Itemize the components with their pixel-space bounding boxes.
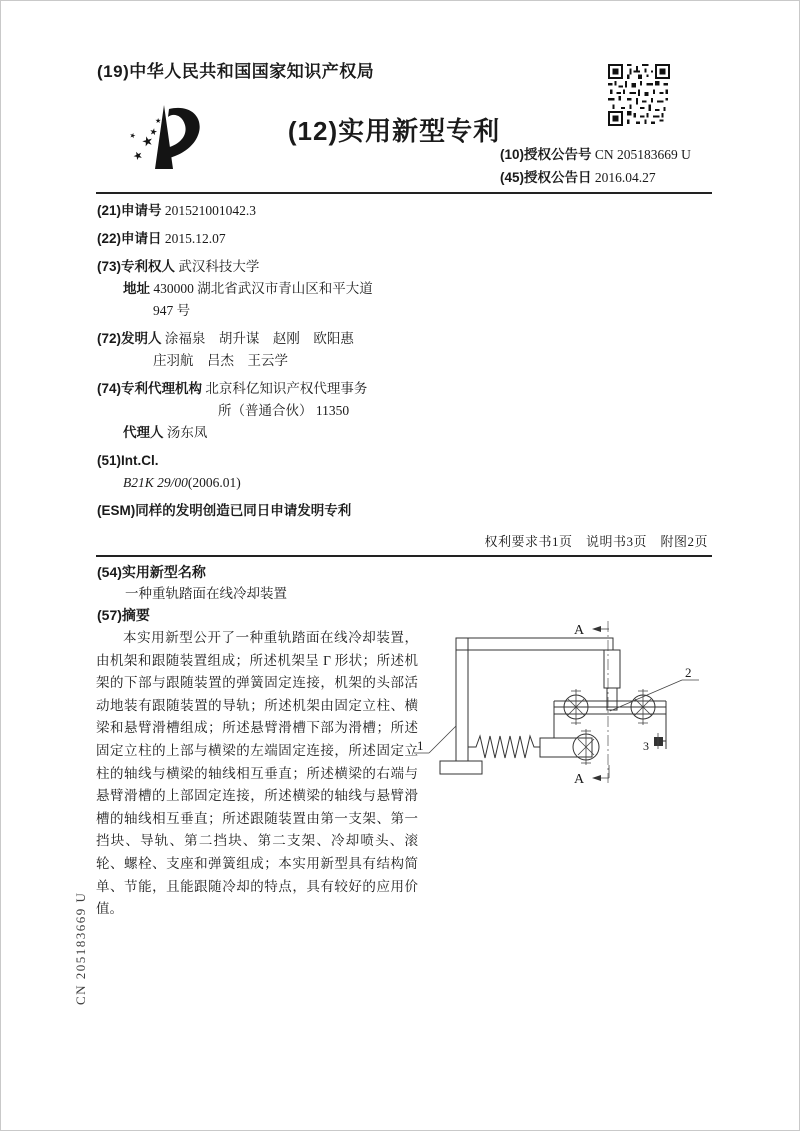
sidebar-doc-id: CN 205183669 U	[73, 891, 88, 1005]
svg-text:★: ★	[139, 132, 156, 150]
intcl-class: B21K 29/00	[123, 475, 188, 490]
nozzle-roller	[573, 729, 599, 765]
patentee-value: 武汉科技大学	[178, 259, 260, 274]
ref-numeral-3: 3	[643, 739, 649, 753]
inventors-block	[97, 328, 437, 372]
intcl-label: (51)Int.Cl.	[97, 453, 159, 468]
inventors-line2: 庄羽航 吕杰 王云学	[153, 353, 288, 368]
svg-text:★: ★	[148, 126, 159, 138]
section-divider	[96, 555, 712, 557]
qr-code-icon	[608, 64, 670, 126]
abstract-section-label-row	[97, 605, 150, 625]
inventors-label: (72)发明人	[97, 331, 162, 346]
address-line1: 430000 湖北省武汉市青山区和平大道	[153, 281, 373, 296]
document-type-title: (12)实用新型专利	[287, 116, 501, 146]
agency-label: (74)专利代理机构	[97, 381, 203, 396]
patentee-block	[97, 256, 437, 322]
publication-number-label: (10)授权公告号	[500, 147, 592, 162]
patent-drawing	[414, 597, 748, 811]
abstract-label: (57)摘要	[97, 607, 150, 623]
svg-text:★: ★	[128, 131, 137, 141]
cantilever-sleeve	[604, 650, 620, 688]
svg-text:★: ★	[131, 148, 146, 164]
application-date-value: 2015.12.07	[164, 231, 226, 246]
svg-text:★: ★	[155, 117, 162, 125]
intcl-block	[97, 450, 437, 494]
title54-label: (54)实用新型名称	[97, 564, 206, 580]
abstract-text: 本实用新型公开了一种重轨踏面在线冷却装置，由机架和跟随装置组成；所述机架呈 Γ 形状；所述机架的下部与跟随装置的弹簧固定连接，机架的头部活动地装有跟随装置的导轨；所述机架由固定立柱、横梁和悬臂滑槽组成；所述悬臂滑槽下部为滑槽；所述固定立柱的上部与横梁的左端固定连接，所述固定立柱的轴线与横梁的轴线相互垂直；所述横梁的右端与悬臂滑槽的上部固定连接，所述横梁的轴线与悬臂滑槽的轴线相互垂直；所述跟随装置由第一支架、第一挡块、导轨、第二挡块、第二支架、冷却喷头、滚轮、螺栓、支座和弹簧组成；本实用新型具有结构简单、节能，且能跟随冷却的特点，具有较好的应用价值。	[96, 630, 418, 917]
spring	[468, 736, 540, 758]
cnipa-logo-icon	[117, 101, 213, 191]
fixed-column	[456, 638, 468, 761]
patent-office-line: (19)中华人民共和国国家知识产权局	[97, 62, 375, 81]
publication-number-row	[500, 143, 691, 166]
title-section	[97, 561, 287, 605]
agency-line2: 所（普通合伙） 11350	[218, 403, 350, 418]
pages-info: 权利要求书1页 说明书3页 附图2页	[484, 534, 708, 549]
bracket-bolt	[654, 737, 663, 746]
esm-row	[97, 500, 437, 522]
inventors-line1: 涂福泉 胡升谋 赵刚 欧阳惠	[164, 331, 354, 346]
address-line2: 947 号	[153, 303, 191, 318]
application-number-value: 201521001042.3	[164, 203, 257, 218]
publication-date-label: (45)授权公告日	[500, 170, 592, 185]
patentee-label: (73)专利权人	[97, 259, 176, 274]
publication-date-row	[500, 166, 691, 189]
esm-note: (ESM)同样的发明创造已同日申请发明专利	[97, 503, 352, 518]
section-arrowhead-bottom	[592, 775, 601, 781]
section-arrowhead-top	[592, 626, 601, 632]
header-divider	[96, 192, 712, 194]
publication-number-value: CN 205183669 U	[594, 147, 691, 162]
bibliographic-section	[97, 200, 437, 528]
agency-block	[97, 378, 437, 444]
publication-date-value: 2016.04.27	[594, 170, 656, 185]
intcl-version: (2006.01)	[187, 475, 241, 490]
application-number-label: (21)申请号	[97, 203, 162, 218]
application-date-row	[97, 228, 437, 250]
cooling-nozzle-cylinder	[540, 738, 592, 757]
invention-title: 一种重轨踏面在线冷却装置	[125, 586, 287, 601]
section-label-bottom: A	[574, 772, 585, 787]
agent-label: 代理人	[123, 425, 164, 440]
section-arrow-bottom	[595, 765, 609, 778]
column-base	[440, 761, 482, 774]
cross-beam	[456, 638, 613, 650]
application-date-label: (22)申请日	[97, 231, 162, 246]
ref-numeral-2: 2	[685, 665, 692, 680]
ref-numeral-1: 1	[417, 738, 424, 753]
agent-value: 汤东凤	[166, 425, 208, 440]
section-label-top: A	[574, 623, 585, 638]
agency-line1: 北京科亿知识产权代理事务	[205, 381, 368, 396]
address-label: 地址	[123, 281, 150, 296]
application-number-row	[97, 200, 437, 222]
publication-fields	[500, 143, 691, 189]
